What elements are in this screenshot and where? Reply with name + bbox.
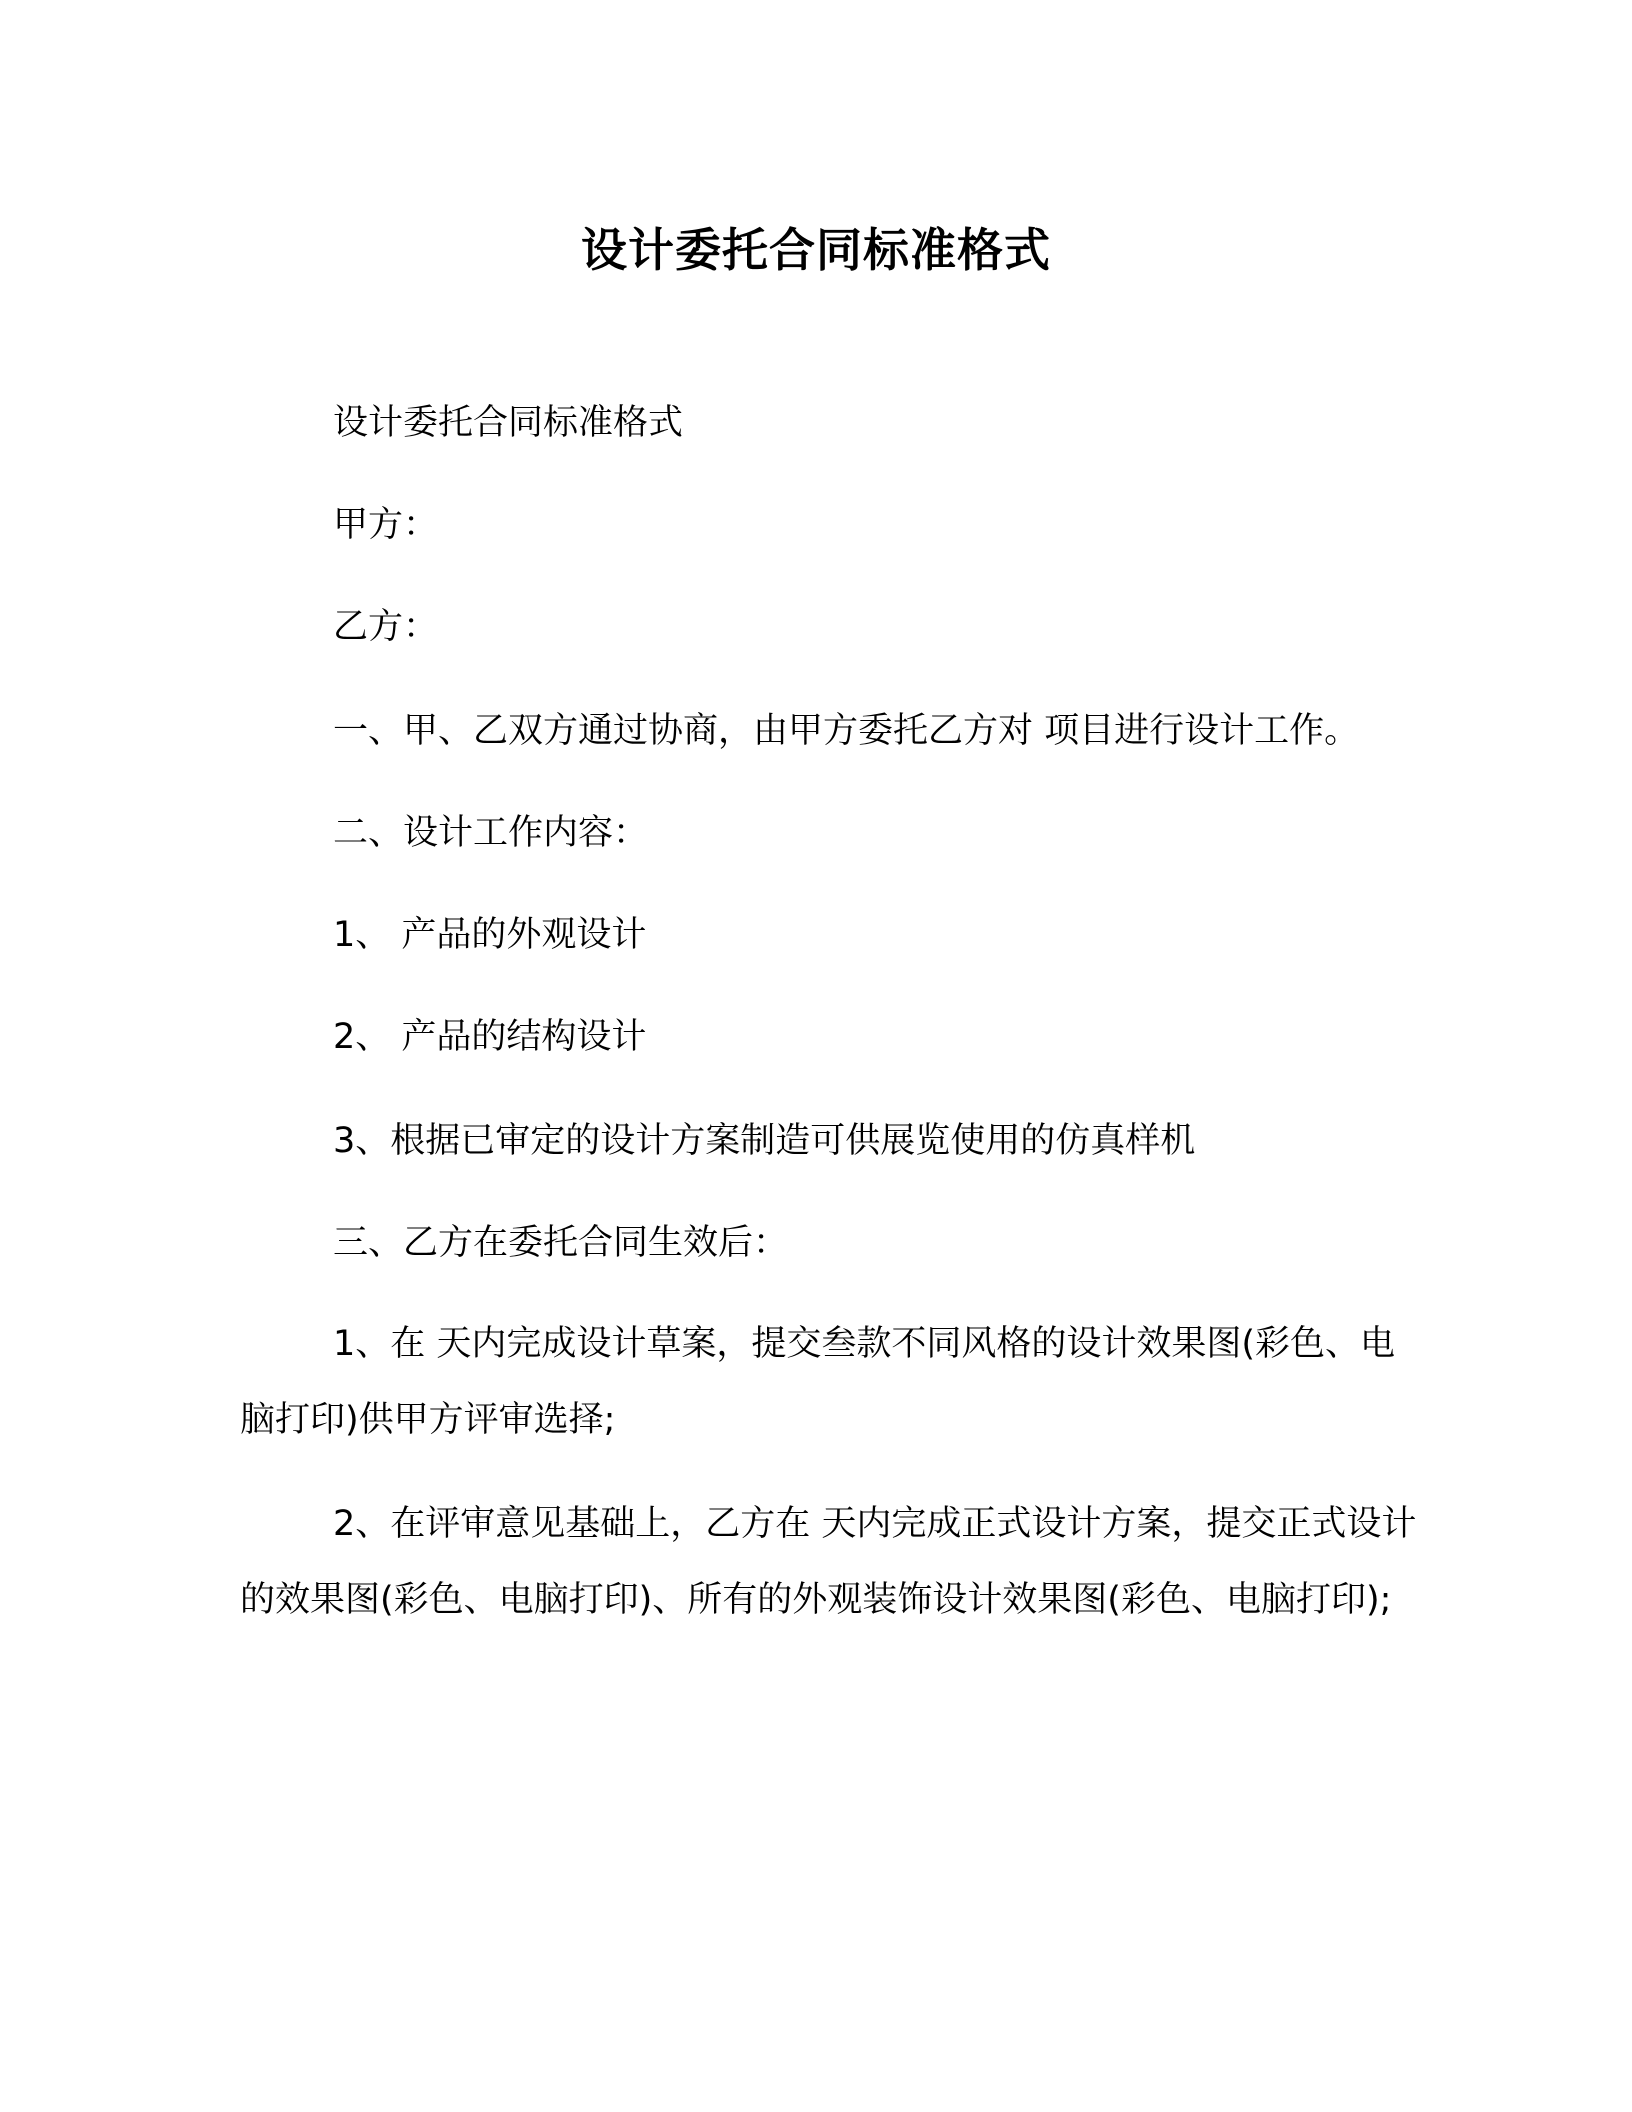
paragraph-party-b: 乙方： — [333, 607, 439, 647]
paragraph-subtitle: 设计委托合同标准格式 — [333, 403, 684, 443]
paragraph-item-1: 1、 产品的外观设计 — [333, 915, 647, 955]
paragraph-clause-2-heading: 二、设计工作内容： — [333, 813, 649, 853]
paragraph-item-3: 3、根据已审定的设计方案制造可供展览使用的仿真样机 — [333, 1121, 1196, 1161]
paragraph-clause-3-item-2: 2、在评审意见基础上，乙方在 天内完成正式设计方案，提交正式设计的效果图(彩色、电脑打印)、所有的外观装饰设计效果图(彩色、电脑打印); — [240, 1504, 1417, 1620]
paragraph-clause-3-heading: 三、乙方在委托合同生效后： — [333, 1223, 789, 1263]
paragraph-clause-3-item-1: 1、在 天内完成设计草案，提交叁款不同风格的设计效果图(彩色、电脑打印)供甲方评审选择; — [240, 1324, 1396, 1440]
paragraph-clause-1: 一、甲、乙双方通过协商，由甲方委托乙方对 项目进行设计工作。 — [333, 711, 1360, 751]
paragraph-party-a: 甲方： — [333, 505, 439, 545]
document-title: 设计委托合同标准格式 — [581, 223, 1051, 277]
paragraph-item-2: 2、 产品的结构设计 — [333, 1017, 647, 1057]
